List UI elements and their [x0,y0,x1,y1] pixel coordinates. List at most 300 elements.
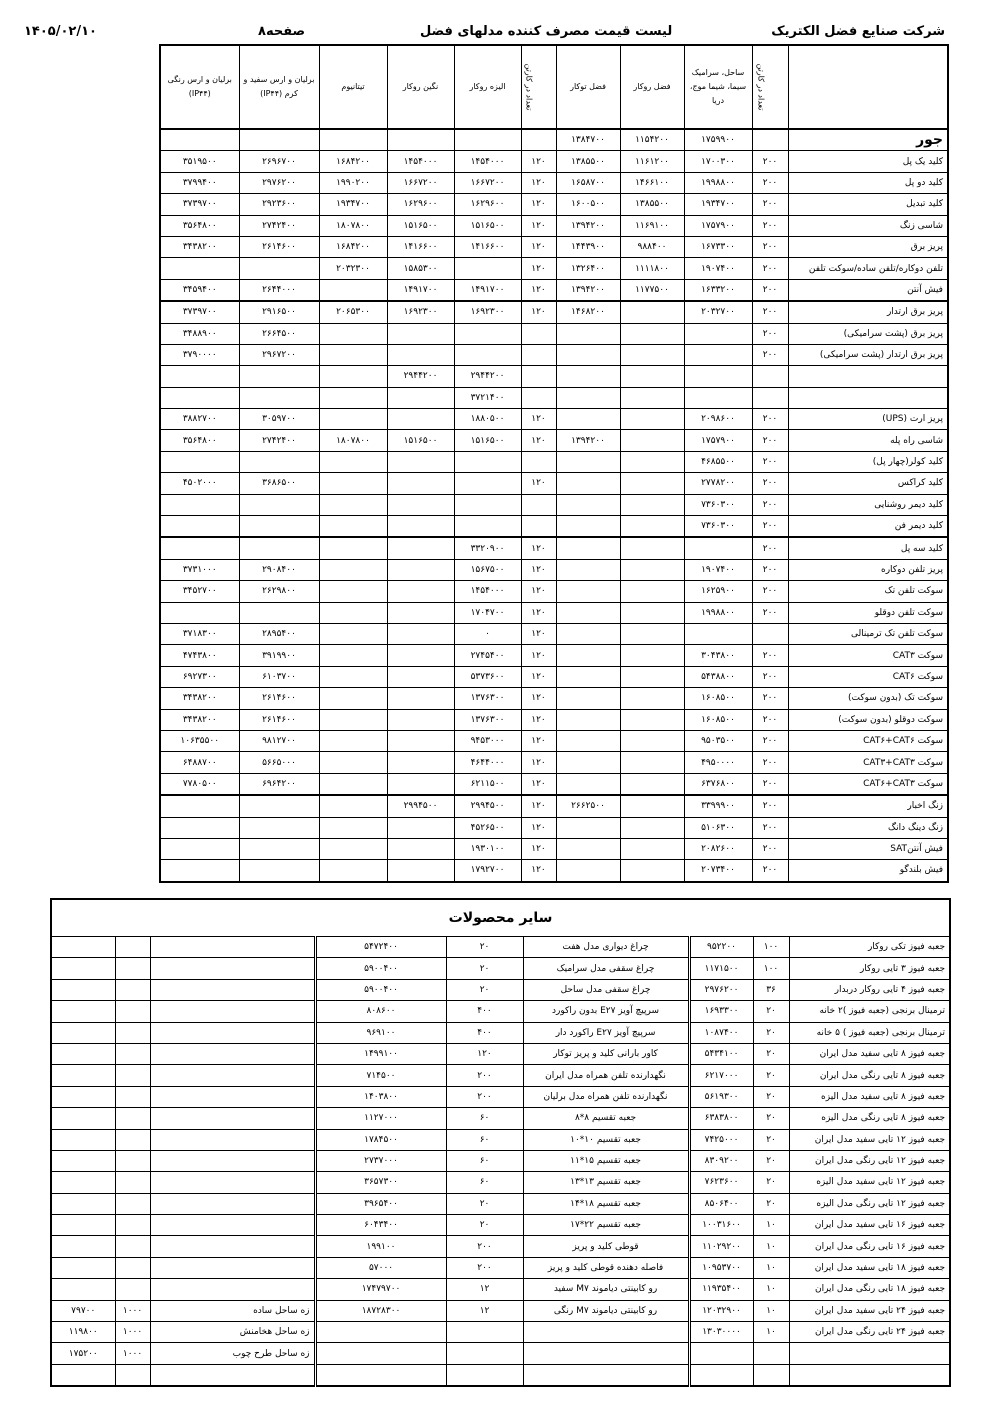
product-name [150,1065,315,1086]
table-cell: ۱۶۹۳۳۰۰ [689,1001,753,1022]
table-cell [239,537,319,559]
column-header: فضل توکار [556,45,620,129]
row-name: پریز برق ارتدار (پشت سرامیکی) [788,344,948,365]
table-row [160,730,948,751]
table-cell: ۲۰۰ [752,838,788,859]
table-cell [689,1343,753,1364]
table-row [160,494,948,515]
table-cell [387,688,454,709]
row-name: سوکت CAT۳+CAT۳ [788,752,948,773]
table-cell: ۱۲۰ [521,838,556,859]
table-cell [620,623,684,644]
table-cell: ۱۲۰ [521,688,556,709]
table-cell: ۲۰۰ [752,279,788,301]
table-cell: ۷۹۷۰۰ [51,1300,115,1321]
table-cell: ۲۰ [446,958,523,979]
table-cell [319,645,387,666]
table-cell [521,451,556,472]
table-cell [387,645,454,666]
table-cell: ۲۸۹۵۴۰۰ [239,623,319,644]
table-cell [620,516,684,538]
table-cell: ۵۶۶۵۰۰۰ [239,752,319,773]
table-cell [115,1022,150,1043]
table-cell [319,709,387,730]
table-cell [620,666,684,687]
table-cell: ۱۷۵۷۹۰۰ [684,215,752,236]
table-cell: ۲۹۷۶۲۰۰ [689,979,753,1000]
product-name [150,1236,315,1257]
table-cell: ۱۲ [446,1279,523,1300]
table-cell: ۱۵۸۵۳۰۰ [387,258,454,279]
product-name: جعبه فیوز ۱۸ تایی سفید مدل ایران [789,1257,950,1278]
table-cell: ۲۰۰ [752,473,788,494]
table-cell: ۹۶۹۱۰۰ [315,1022,446,1043]
table-row [51,1343,950,1364]
table-cell: ۱۲۰ [521,730,556,751]
table-cell [160,366,239,387]
table-row [160,516,948,538]
table-cell [521,129,556,151]
product-name [789,1364,950,1386]
table-cell [115,1279,150,1300]
table-cell [115,1257,150,1278]
table-cell: ۲۶۱۴۶۰۰ [239,709,319,730]
column-header: الیزه روکار [454,45,521,129]
product-name: جعبه تقسیم ۱۵*۱۱ [523,1150,689,1171]
table-cell [454,451,521,472]
table-cell: ۱۲۰ [521,258,556,279]
table-cell [620,537,684,559]
table-cell: ۲۰۰ [752,494,788,515]
table-cell: ۴۰۰ [446,1001,523,1022]
table-cell: ۲۰۰ [752,301,788,323]
table-cell: ۲۶۶۴۵۰۰ [239,323,319,344]
table-cell [620,494,684,515]
row-name: زنگ دینگ دانگ [788,817,948,838]
table-cell: ۱۰۰۰ [115,1300,150,1321]
table-cell [620,387,684,408]
table-cell: ۲۹۱۶۵۰۰ [239,301,319,323]
table-cell [319,773,387,795]
table-cell: ۲۷۳۷۰۰۰ [315,1150,446,1171]
table-cell: ۳۵۶۴۸۰۰ [160,215,239,236]
table-cell [556,730,620,751]
table-cell [239,494,319,515]
product-name: زه ساحل ساده [150,1300,315,1321]
table-cell [684,623,752,644]
table-cell: ۱۷۰۴۷۰۰ [454,602,521,623]
table-cell: ۱۶۳۳۲۰۰ [684,279,752,301]
table-cell [319,516,387,538]
table-cell [115,1043,150,1064]
table-cell [239,838,319,859]
table-cell [521,344,556,365]
product-name: جعبه فیوز ۱۲ تایی رنگی مدل ایران [789,1150,950,1171]
table-cell: ۲۰ [753,1129,789,1150]
table-row [51,1279,950,1300]
table-cell [620,752,684,773]
product-name [150,1043,315,1064]
table-row [51,1322,950,1343]
table-cell: ۲۰۰ [752,344,788,365]
table-cell [387,666,454,687]
table-cell [620,323,684,344]
table-cell [387,473,454,494]
table-cell: ۸۳۰۹۲۰۰ [689,1150,753,1171]
table-cell: ۱۴۶۶۱۰۰ [620,172,684,193]
table-cell: ۱۶۰۰۵۰۰ [556,194,620,215]
table-cell [319,323,387,344]
product-name: جعبه تقسیم ۸*۸ [523,1108,689,1129]
table-cell [239,258,319,279]
table-cell [387,559,454,580]
table-cell: ۷۳۶۰۳۰۰ [684,516,752,538]
product-name: رو کابینتی دیاموند M۷ رنگی [523,1300,689,1321]
row-name: سوکت دوقلو (بدون سوکت) [788,709,948,730]
table-cell [620,709,684,730]
table-row [160,236,948,257]
table-cell: ۱۹۹۸۸۰۰ [684,602,752,623]
table-cell [51,1001,115,1022]
table-cell: ۲۰۰ [446,1257,523,1278]
table-cell: ۶۰ [446,1150,523,1171]
table-cell: ۶۲۱۷۰۰۰ [689,1065,753,1086]
table-cell [115,1236,150,1257]
table-cell: ۲۰۰ [752,602,788,623]
table-cell: ۳۴۳۸۲۰۰ [160,236,239,257]
product-name: سرپیچ آویز E۲۷ راکورد دار [523,1022,689,1043]
table-row [160,409,948,430]
table-cell: ۲۷۷۸۲۰۰ [684,473,752,494]
page-number: صفحه۸ [258,24,306,39]
row-name: سوکت CAT۶+CAT۳ [788,773,948,795]
table-cell [160,494,239,515]
table-cell: ۳۶۵۷۳۰۰ [315,1172,446,1193]
table-cell [556,709,620,730]
table-cell [387,838,454,859]
table-cell: ۱۲۰ [521,623,556,644]
table-cell: ۱۲۰ [521,559,556,580]
table-row [51,1065,950,1086]
table-cell [239,602,319,623]
table-cell [160,602,239,623]
table-cell: ۴۷۴۳۸۰۰ [160,645,239,666]
table-cell [51,1108,115,1129]
table-cell: ۱۰ [753,1257,789,1278]
table-row [51,937,950,958]
table-cell [556,473,620,494]
table-cell: ۱۷۸۴۵۰۰ [315,1129,446,1150]
column-header: برلیان و ارس رنگی (IP۴۴) [160,45,239,129]
table-row [160,795,948,817]
table-cell [115,1129,150,1150]
table-cell [160,129,239,151]
row-name: تلفن دوکاره/تلفن ساده/سوکت تلفن [788,258,948,279]
product-name [523,1343,689,1364]
table-row [160,151,948,172]
product-name [150,1364,315,1386]
table-cell: ۱۲۰ [521,602,556,623]
row-name: پریز ارت (UPS) [788,409,948,430]
table-row [160,817,948,838]
table-cell [115,1108,150,1129]
table-cell [160,387,239,408]
product-name [150,958,315,979]
table-cell: ۱۹۳۴۷۰۰ [319,194,387,215]
table-cell [454,473,521,494]
table-cell: ۶۹۲۷۳۰۰ [160,666,239,687]
table-cell [115,937,150,958]
table-cell: ۲۰۰ [752,323,788,344]
table-cell: ۵۱۰۶۳۰۰ [684,817,752,838]
table-cell: ۶۲۱۱۵۰۰ [454,773,521,795]
table-cell [160,817,239,838]
table-cell: ۱۵۱۶۵۰۰ [387,430,454,451]
product-name: ترمینال برنجی (جعبه فیوز ) ۵ خانه [789,1022,950,1043]
table-cell [387,537,454,559]
table-cell: ۴۹۵۰۰۰۰ [684,752,752,773]
table-cell: ۲۰۰ [446,1065,523,1086]
table-cell: ۱۶۲۹۶۰۰ [387,194,454,215]
table-cell: ۱۲۰ [521,817,556,838]
document-date: ۱۴۰۵/۰۲/۱۰ [24,24,97,39]
row-name: سوکت تلفن تک ترمینالی [788,623,948,644]
table-cell [51,1022,115,1043]
table-cell: ۱۵۶۷۵۰۰ [454,559,521,580]
table-cell: ۲۹۹۴۵۰۰ [387,795,454,817]
table-cell [556,494,620,515]
table-cell: ۱۶۶۷۲۰۰ [454,172,521,193]
product-name: جعبه فیوز ۳ تایی روکار [789,958,950,979]
table-row [160,623,948,644]
other-products-title-row [51,899,950,937]
table-cell: ۱۴۹۱۷۰۰ [387,279,454,301]
table-cell: ۳۷۹۰۰۰۰ [160,344,239,365]
row-name: زنگ اخبار [788,795,948,817]
table-cell: ۳۶۸۶۵۰۰ [239,473,319,494]
row-name: سوکت CAT۶ [788,666,948,687]
table-cell: ۱۲۰ [521,773,556,795]
table-cell: ۲۰۰ [752,860,788,882]
table-cell [556,451,620,472]
table-cell: ۱۳۷۶۳۰۰ [454,688,521,709]
table-cell [556,752,620,773]
table-cell: ۷۴۲۵۰۰۰ [689,1129,753,1150]
table-cell: ۱۰ [753,1236,789,1257]
table-cell: ۱۹۹۱۰۰ [315,1236,446,1257]
table-cell [620,344,684,365]
product-name: جعبه فیوز ۲۴ تایی رنگی مدل ایران [789,1322,950,1343]
table-cell [160,838,239,859]
product-name [789,1343,950,1364]
row-name [788,366,948,387]
product-name: جعبه فیوز ۸ تایی سفید مدل ایران [789,1043,950,1064]
table-cell [556,838,620,859]
table-cell [454,258,521,279]
table-cell [620,795,684,817]
table-cell: ۲۰۰ [752,516,788,538]
table-cell [387,817,454,838]
table-cell: ۴۵۰۲۰۰۰ [160,473,239,494]
table-cell: ۷۷۸۰۵۰۰ [160,773,239,795]
table-cell [319,451,387,472]
table-cell [620,473,684,494]
table-cell: ۲۶۶۲۵۰۰ [556,795,620,817]
table-row [51,1172,950,1193]
table-cell: ۷۳۶۰۳۰۰ [684,494,752,515]
product-name [150,1150,315,1171]
table-cell: ۲۹۴۴۲۰۰ [387,366,454,387]
table-cell: ۱۳۸۴۷۰۰ [556,129,620,151]
table-cell: ۱۲۰ [521,860,556,882]
row-name: شاسی راه پله [788,430,948,451]
table-cell [51,1150,115,1171]
product-name: جعبه فیوز ۱۲ تایی رنگی مدل الیزه [789,1193,950,1214]
table-row [160,387,948,408]
table-cell [620,688,684,709]
table-cell: ۹۸۱۲۷۰۰ [239,730,319,751]
table-cell [521,323,556,344]
table-cell: ۶۰ [446,1172,523,1193]
row-name: شاسی زنگ [788,215,948,236]
table-cell [556,559,620,580]
table-cell: ۲۷۴۵۴۰۰ [454,645,521,666]
table-cell: ۱۰ [753,1215,789,1236]
table-cell [115,1086,150,1107]
table-cell: ۳۶ [753,979,789,1000]
table-cell: ۲۹۶۷۲۰۰ [239,344,319,365]
product-name [150,1257,315,1278]
table-cell [752,366,788,387]
table-cell: ۳۴۳۸۲۰۰ [160,688,239,709]
table-cell: ۱۸۷۲۸۳۰۰ [315,1300,446,1321]
table-cell [387,752,454,773]
table-cell: ۱۱۵۴۲۰۰ [620,129,684,151]
table-cell [556,602,620,623]
table-cell: ۱۵۱۶۵۰۰ [454,215,521,236]
table-row [160,860,948,882]
table-row [160,773,948,795]
table-cell: ۱۱۶۹۱۰۰ [620,215,684,236]
table-cell [51,1257,115,1278]
table-cell: ۳۹۶۵۴۰۰ [315,1193,446,1214]
table-cell: ۴۵۲۶۵۰۰ [454,817,521,838]
product-name [523,1364,689,1386]
table-cell: ۲۰۰ [752,752,788,773]
table-cell: ۱۲۰ [521,172,556,193]
table-cell: ۱۲۰ [521,473,556,494]
table-cell: ۲۰۰ [752,194,788,215]
table-cell: ۲۹۷۶۲۰۰ [239,172,319,193]
table-cell [319,279,387,301]
table-cell: ۹۵۲۲۰۰ [689,937,753,958]
table-row [160,344,948,365]
table-cell: ۳۷۳۱۰۰۰ [160,559,239,580]
table-cell: ۳۴۵۹۴۰۰ [160,279,239,301]
row-name: کلید کولر(چهار پل) [788,451,948,472]
row-name: کلید کراکس [788,473,948,494]
table-cell [51,937,115,958]
table-cell [684,323,752,344]
table-cell: ۱۹۳۴۷۰۰ [684,194,752,215]
table-cell [387,860,454,882]
table-cell: ۲۰۰ [752,645,788,666]
table-cell: ۱۷۰۰۳۰۰ [684,151,752,172]
table-row [160,666,948,687]
table-cell [684,387,752,408]
table-cell: ۲۰ [753,1022,789,1043]
product-name: جعبه فیوز ۱۶ تایی سفید مدل ایران [789,1215,950,1236]
table-cell [454,494,521,515]
table-cell: ۱۴۴۳۹۰۰ [556,236,620,257]
table-cell [115,1172,150,1193]
table-cell [51,979,115,1000]
table-cell [752,387,788,408]
table-cell: ۱۸۰۷۸۰۰ [319,215,387,236]
table-row [51,1043,950,1064]
product-name [150,1193,315,1214]
table-cell: ۱۷۹۲۷۰۰ [454,860,521,882]
table-cell: ۱۱۱۱۸۰۰ [620,258,684,279]
table-cell [620,602,684,623]
table-cell [620,645,684,666]
table-row [160,323,948,344]
table-row [160,473,948,494]
row-name: پریز تلفن دوکاره [788,559,948,580]
row-name: سوکت تلفن تک [788,581,948,602]
table-cell: ۱۱۰۲۹۲۰۰ [689,1236,753,1257]
table-cell: ۲۶۱۴۶۰۰ [239,236,319,257]
table-cell [387,516,454,538]
column-header: نگین روکار [387,45,454,129]
table-cell [319,473,387,494]
table-cell [160,537,239,559]
table-cell: ۲۷۴۲۴۰۰ [239,430,319,451]
table-cell: ۱۸۸۰۵۰۰ [454,409,521,430]
table-cell: ۱۶۶۷۲۰۰ [387,172,454,193]
table-cell [319,623,387,644]
table-cell [239,129,319,151]
table-cell [521,366,556,387]
table-cell: ۱۲۰ [521,666,556,687]
product-name: چراغ سقفی مدل ساحل [523,979,689,1000]
product-name [150,937,315,958]
table-cell: ۲۰۰ [752,430,788,451]
table-cell: ۲۰۰ [752,581,788,602]
table-cell [319,666,387,687]
table-cell: ۱۲۰ [521,795,556,817]
table-cell: ۳۳۲۰۹۰۰ [454,537,521,559]
table-cell [620,581,684,602]
product-name: جعبه فیوز ۱۲ تایی سفید مدل ایران [789,1129,950,1150]
product-name: جعبه فیوز ۸ تایی رنگی مدل ایران [789,1065,950,1086]
table-cell: ۱۹۹۸۸۰۰ [684,172,752,193]
document-title: لیست قیمت مصرف کننده مدلهای فضل [420,24,673,39]
table-cell: ۲۷۴۲۴۰۰ [239,215,319,236]
table-cell: ۱۰۰ [753,937,789,958]
table-cell: ۱۱۷۷۵۰۰ [620,279,684,301]
row-name: کلید تبدیل [788,194,948,215]
table-cell: ۱۲۰ [521,279,556,301]
table-cell [51,1086,115,1107]
table-cell [160,795,239,817]
table-cell: ۶۳۸۳۸۰۰ [689,1108,753,1129]
product-name [150,1086,315,1107]
column-header: برلیان و ارس سفید و کرم (IP۴۴) [239,45,319,129]
table-cell [319,559,387,580]
table-cell [620,860,684,882]
table-cell [684,344,752,365]
